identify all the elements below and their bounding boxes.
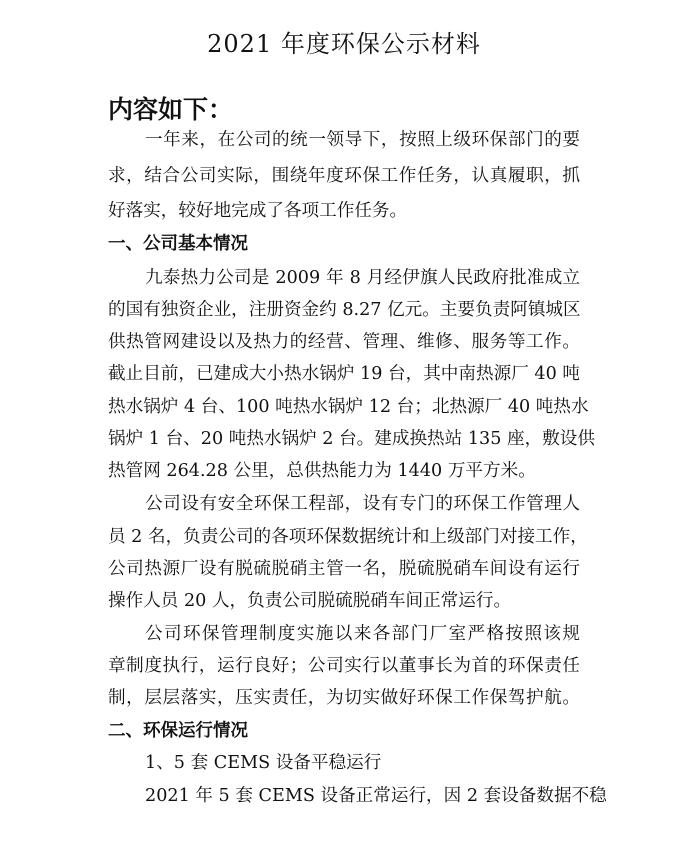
section-1-para-2-line: 公司热源厂设有脱硫脱硝主管一名，脱硫脱硝车间设有运行 xyxy=(108,559,580,579)
content-heading: 内容如下： xyxy=(108,95,234,124)
document-title: 2021 年度环保公示材料 xyxy=(207,30,481,58)
section-1-para-3-line: 公司环保管理制度实施以来各部门厂室严格按照该规 xyxy=(145,624,580,644)
section-1-heading: 一、公司基本情况 xyxy=(108,234,248,254)
section-1-para-1-line: 热水锅炉 4 台、100 吨热水锅炉 12 台；北热源厂 40 吨热水 xyxy=(108,397,589,417)
section-1-para-1-line: 的国有独资企业，注册资金约 8.27 亿元。主要负责阿镇城区 xyxy=(108,300,581,320)
section-1-para-1-line: 热管网 264.28 公里，总供热能力为 1440 万平方米。 xyxy=(108,461,536,481)
section-2-para-1-line: 2021 年 5 套 CEMS 设备正常运行，因 2 套设备数据不稳 xyxy=(145,786,607,806)
section-1-para-1-line: 供热管网建设以及热力的经营、管理、维修、服务等工作。 xyxy=(108,332,580,352)
section-2-subheading: 1、5 套 CEMS 设备平稳运行 xyxy=(145,753,382,773)
section-2-heading: 二、环保运行情况 xyxy=(108,721,248,741)
section-1-para-2-line: 操作人员 20 人，负责公司脱硫脱硝车间正常运行。 xyxy=(108,591,512,611)
section-1-para-2-line: 员 2 名，负责公司的各项环保数据统计和上级部门对接工作， xyxy=(108,527,588,547)
section-1-para-1-line: 九泰热力公司是 2009 年 8 月经伊旗人民政府批准成立 xyxy=(145,268,580,288)
section-1-para-2-line: 公司设有安全环保工程部，设有专门的环保工作管理人 xyxy=(145,494,580,514)
section-1-para-1-line: 锅炉 1 台、20 吨热水锅炉 2 台。建成换热站 135 座，敷设供 xyxy=(108,429,595,449)
section-1-para-1-line: 截止目前，已建成大小热水锅炉 19 台，其中南热源厂 40 吨 xyxy=(108,364,580,384)
intro-line: 好落实，较好地完成了各项工作任务。 xyxy=(108,201,408,221)
intro-line: 求，结合公司实际，围绕年度环保工作任务，认真履职，抓 xyxy=(108,166,580,186)
section-1-para-3-line: 制，层层落实，压实责任，为切实做好环保工作保驾护航。 xyxy=(108,688,580,708)
section-1-para-3-line: 章制度执行，运行良好；公司实行以董事长为首的环保责任 xyxy=(108,656,580,676)
intro-line: 一年来，在公司的统一领导下，按照上级环保部门的要 xyxy=(145,130,580,150)
